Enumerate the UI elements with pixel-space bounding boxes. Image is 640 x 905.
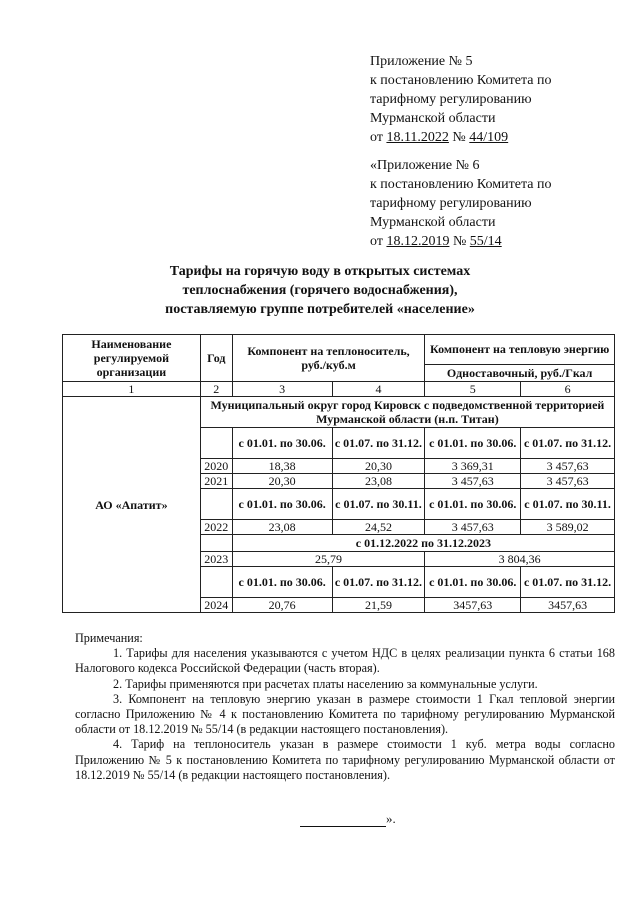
tariff-table [62, 334, 615, 613]
column-number-row [63, 382, 615, 397]
period-cell: с 01.07. по 31.12. [332, 567, 425, 598]
period-cell: с 01.01. по 30.06. [425, 489, 521, 520]
closing-line [300, 811, 396, 827]
note-3: 3. Компонент на тепловую энергию указан в размере стоимости 1 Гкал тепловой энергии согласно Приложению № 4 к постановлению Комитета по тарифному регулированию Мурманской области от 18.12.2019 № 55/14 (в редакции настоящего постановления). [75, 691, 615, 737]
value-cell: 18,38 [232, 459, 332, 474]
value-cell: 3 457,63 [521, 459, 615, 474]
territory-row [63, 397, 615, 428]
notes-heading: Примечания: [75, 631, 143, 645]
period-cell: с 01.01. по 30.06. [232, 489, 332, 520]
empty-year-cell [200, 567, 232, 598]
value-cell: 20,76 [232, 598, 332, 613]
value-cell: 3 369,31 [425, 459, 521, 474]
header-organization: Наименование регулируемой организации [63, 335, 201, 382]
appendix-6-no: № [452, 234, 467, 249]
appendix-6-line-1: «Приложение № 6 [370, 158, 480, 173]
column-number: 3 [232, 382, 332, 397]
value-cell: 23,08 [232, 520, 332, 535]
year-cell: 2022 [200, 520, 232, 535]
appendix-6-date: 18.12.2019 [386, 234, 450, 249]
appendix-5-line-3: тарифному регулированию [370, 92, 532, 107]
period-cell: с 01.01. по 30.06. [232, 428, 332, 459]
column-number: 5 [425, 382, 521, 397]
appendix-6-line-3: тарифному регулированию [370, 196, 532, 211]
value-cell: 3 804,36 [425, 552, 615, 567]
value-cell: 3 457,63 [521, 474, 615, 489]
empty-year-cell [200, 535, 232, 552]
year-cell: 2020 [200, 459, 232, 474]
period-cell: с 01.07. по 30.11. [521, 489, 615, 520]
value-cell: 24,52 [332, 520, 425, 535]
value-cell: 25,79 [232, 552, 425, 567]
column-number: 4 [332, 382, 425, 397]
period-cell: с 01.07. по 30.11. [332, 489, 425, 520]
title-line-3: поставляемую группе потребителей «население» [165, 302, 475, 317]
value-cell: 21,59 [332, 598, 425, 613]
column-number: 6 [521, 382, 615, 397]
note-4: 4. Тариф на теплоноситель указан в размере стоимости 1 куб. метра воды согласно Приложению № 5 к постановлению Комитета по тарифному регулированию Мурманской области от 18.12.2019 № 55/14 (в редакции настоящего постановления). [75, 737, 615, 782]
appendix-5-number: 44/109 [469, 130, 509, 145]
appendix-6-line-4: Мурманской области [370, 215, 496, 230]
header-energy-component: Компонент на тепловую энергию [425, 335, 615, 365]
appendix-5-header [370, 52, 615, 147]
title-line-2: теплоснабжения (горячего водоснабжения), [182, 283, 458, 298]
special-period: с 01.12.2022 по 31.12.2023 [232, 535, 614, 552]
appendix-6-from: от [370, 234, 383, 249]
appendix-5-no: № [452, 130, 466, 145]
year-cell: 2024 [200, 598, 232, 613]
signature-line [300, 826, 386, 827]
period-cell: с 01.01. по 30.06. [232, 567, 332, 598]
year-cell: 2021 [200, 474, 232, 489]
appendix-6-header [370, 156, 615, 251]
empty-year-cell [200, 489, 232, 520]
header-one-part-rate: Одноставочный, руб./Гкал [425, 364, 615, 381]
value-cell: 3 589,02 [521, 520, 615, 535]
value-cell: 20,30 [232, 474, 332, 489]
value-cell: 3457,63 [425, 598, 521, 613]
appendix-5-line-4: Мурманской области [370, 111, 496, 126]
value-cell: 3 457,63 [425, 474, 521, 489]
appendix-5-date: 18.11.2022 [386, 130, 449, 145]
appendix-6-number: 55/14 [469, 234, 502, 249]
appendix-6-date-line [370, 232, 615, 251]
value-cell: 20,30 [332, 459, 425, 474]
value-cell: 3 457,63 [425, 520, 521, 535]
header-carrier-component: Компонент на теплоноситель, руб./куб.м [232, 335, 425, 382]
value-cell: 3457,63 [521, 598, 615, 613]
table-header-row [63, 335, 615, 365]
territory-name: Муниципальный округ город Кировск с подведомственной территорией Мурманской области (н.п. Титан) [200, 397, 614, 428]
title-line-1: Тарифы на горячую воду в открытых системах [169, 264, 471, 279]
note-2: 2. Тарифы применяются при расчетах платы населению за коммунальные услуги. [113, 676, 538, 691]
document-title [60, 262, 580, 319]
note-1: 1. Тарифы для населения указываются с учетом НДС в целях реализации пункта 6 статьи 168 Налогового кодекса Российской Федерации (часть вторая). [75, 646, 615, 676]
notes [75, 631, 615, 783]
empty-year-cell [200, 428, 232, 459]
appendix-5-from: от [370, 130, 383, 145]
period-cell: с 01.01. по 30.06. [425, 428, 521, 459]
period-cell: с 01.07. по 31.12. [521, 567, 615, 598]
appendix-6-line-2: к постановлению Комитета по [370, 177, 552, 192]
period-cell: с 01.01. по 30.06. [425, 567, 521, 598]
period-cell: с 01.07. по 31.12. [521, 428, 615, 459]
header-year: Год [200, 335, 232, 382]
value-cell: 23,08 [332, 474, 425, 489]
period-cell: с 01.07. по 31.12. [332, 428, 425, 459]
appendix-5-date-line [370, 128, 615, 147]
appendix-5-line-1: Приложение № 5 [370, 54, 473, 69]
appendix-5-line-2: к постановлению Комитета по [370, 73, 552, 88]
organization-name: АО «Апатит» [63, 397, 201, 613]
closing-quote: ». [386, 811, 396, 826]
column-number: 1 [63, 382, 201, 397]
column-number: 2 [200, 382, 232, 397]
year-cell: 2023 [200, 552, 232, 567]
